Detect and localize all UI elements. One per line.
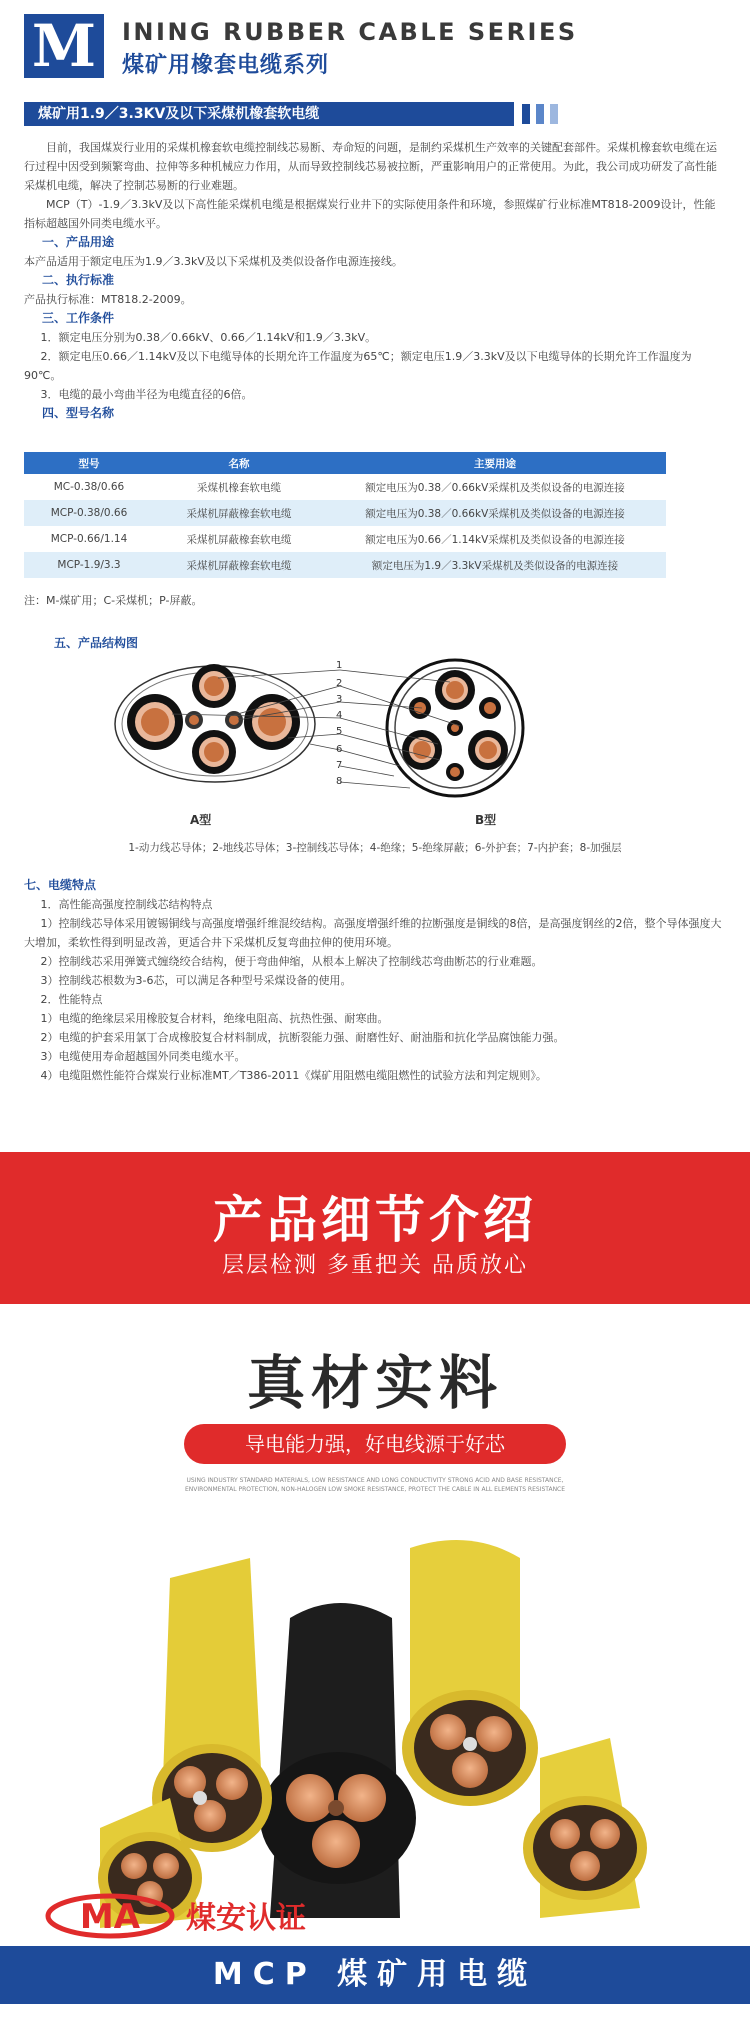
structure-title: 五、产品结构图 <box>54 636 139 650</box>
table-header-name: 名称 <box>154 452 324 474</box>
table-header-usage: 主要用途 <box>324 452 666 474</box>
features-title: 七、电缆特点 <box>24 878 97 892</box>
condition-item-1: 1．额定电压分别为0.38／0.66kV、0.66／1.14kV和1.9／3.3kV。 <box>40 331 377 344</box>
fine-print-line-1: USING INDUSTRY STANDARD MATERIALS, LOW RESISTANCE AND LONG CONDUCTIVITY STRONG ACID AND BASE RESISTANCE, <box>186 1477 564 1484</box>
feature-line: 3）控制线芯根数为3-6芯，可以满足各种型号采煤设备的使用。 <box>40 974 352 987</box>
decor-stripe-2 <box>536 104 544 124</box>
table-cell: 额定电压为1.9／3.3kV采煤机及类似设备的电源连接 <box>324 552 666 578</box>
banner-subtitle: 层层检测 多重把关 品质放心 <box>222 1253 528 1278</box>
cert-text: 煤安认证 <box>186 1901 306 1936</box>
table-note: 注：M-煤矿用；C-采煤机；P-屏蔽。 <box>24 594 203 607</box>
feature-line: 1）电缆的绝缘层采用橡胶复合材料，绝缘电阻高、抗热性强、耐寒曲。 <box>40 1012 389 1025</box>
table-row <box>24 500 666 526</box>
decor-stripe-3 <box>550 104 558 124</box>
type-a-label: A型 <box>190 813 212 827</box>
structure-label-4: 4 <box>336 710 343 721</box>
feature-line: 3）电缆使用寿命超越国外同类电缆水平。 <box>40 1050 246 1063</box>
structure-label-7: 7 <box>336 760 343 771</box>
structure-label-1: 1 <box>336 660 343 671</box>
material-title: 真材实料 <box>246 1349 503 1417</box>
intro-paragraph-2: MCP（T）-1.9／3.3kV及以下高性能采煤机电缆是根据煤炭行业井下的实际使用条件和环境，参照煤矿行业标准MT818-2009设计，性能指标超越国外同类电缆水平。 <box>24 198 716 230</box>
table-row <box>24 552 666 578</box>
table-cell: 采煤机屏蔽橡套软电缆 <box>154 552 324 578</box>
table-row <box>24 526 666 552</box>
table-cell: 额定电压为0.38／0.66kV采煤机及类似设备的电源连接 <box>324 500 666 526</box>
section-title-bar: 煤矿用1.9／3.3KV及以下采煤机橡套软电缆 <box>24 102 514 126</box>
feature-line: 2．性能特点 <box>40 993 103 1006</box>
table-cell: MC-0.38/0.66 <box>53 481 125 493</box>
cable-type-b <box>387 660 523 796</box>
condition-item-2: 2．额定电压0.66／1.14kV及以下电缆导体的长期允许工作温度为65℃；额定电压1.9／3.3kV及以下电缆导体的长期允许工作温度为90℃。 <box>24 350 692 382</box>
feature-line: 1）控制线芯导体采用镀锡铜线与高强度增强纤维混绞结构。高强度增强纤维的拉断强度是铜线的8倍，是高强度钢丝的2倍，整个导体强度大大增加，柔软性得到明显改善，更适合井下采煤机反复弯曲拉伸的使用环境。 <box>24 917 722 949</box>
section-conditions-title: 三、工作条件 <box>42 311 115 325</box>
table-header-model: 型号 <box>24 452 154 474</box>
structure-label-8: 8 <box>336 776 343 787</box>
structure-legend: 1-动力线芯导体；2-地线芯导体；3-控制线芯导体；4-绝缘；5-绝缘屏蔽；6-外护套；7-内护套；8-加强层 <box>128 842 622 854</box>
header-english-title: INING RUBBER CABLE SERIES <box>122 18 578 46</box>
cable-structure-diagram <box>110 656 650 846</box>
structure-label-5: 5 <box>336 726 343 737</box>
table-cell: MCP-1.9/3.3 <box>24 552 154 578</box>
type-b-label: B型 <box>475 813 497 827</box>
cable-type-a <box>115 664 315 782</box>
intro-block <box>24 138 726 423</box>
features-block <box>24 876 726 1085</box>
table-cell: 采煤机屏蔽橡套软电缆 <box>186 533 292 546</box>
model-table <box>24 452 666 578</box>
table-header-row <box>24 452 666 474</box>
structure-label-3: 3 <box>336 694 343 705</box>
material-pill: 导电能力强，好电线源于好芯 <box>184 1424 566 1464</box>
decor-stripe-1 <box>522 104 530 124</box>
table-cell: 额定电压为0.66／1.14kV采煤机及类似设备的电源连接 <box>365 533 625 546</box>
ma-certification-mark <box>40 1892 352 1940</box>
fine-print-line-2: ENVIRONMENTAL PROTECTION, NON-HALOGEN LOW SMOKE RESISTANCE, PROTECT THE CABLE IN ALL ELEMENTS RESISTANCE <box>184 1486 566 1493</box>
banner-title: 产品细节介绍 <box>213 1191 537 1249</box>
material-fine-print <box>0 1476 750 1494</box>
feature-line: 4）电缆阻燃性能符合煤炭行业标准MT／T386-2011《煤矿用阻燃电缆阻燃性的试验方法和判定规则》。 <box>40 1069 547 1082</box>
section-usage-text: 本产品适用于额定电压为1.9／3.3kV及以下采煤机及类似设备作电源连接线。 <box>24 255 403 268</box>
ma-letters: MA <box>79 1897 141 1937</box>
structure-label-6: 6 <box>336 744 343 755</box>
section-standard-text: 产品执行标准：MT818.2-2009。 <box>24 293 192 306</box>
detail-banner <box>0 1152 750 1304</box>
cable-product-photo <box>0 1498 750 1942</box>
table-cell: MCP-0.66/1.14 <box>50 533 128 545</box>
section-usage-title: 一、产品用途 <box>42 235 115 249</box>
table-row <box>24 474 666 500</box>
table-cell: 采煤机屏蔽橡套软电缆 <box>154 500 324 526</box>
intro-paragraph-1: 目前，我国煤炭行业用的采煤机橡套软电缆控制线芯易断、寿命短的问题，是制约采煤机生产效率的关键配套部件。采煤机橡套软电缆在运行过程中因受到频繁弯曲、拉伸等多种机械应力作用，从而导致控制线芯易被拉断，严重影响用户的正常使用。为此，我公司成功研发了高性能采煤机电缆，解决了控制芯易断的行业难题。 <box>24 141 717 192</box>
header-chinese-title: 煤矿用橡套电缆系列 <box>122 53 330 78</box>
product-footer-bar: MCP 煤矿用电缆 <box>0 1946 750 2004</box>
section-standard-title: 二、执行标准 <box>42 273 115 287</box>
table-cell: 采煤机橡套软电缆 <box>197 481 281 494</box>
condition-item-3: 3．电缆的最小弯曲半径为电缆直径的6倍。 <box>40 388 253 401</box>
feature-line: 2）电缆的护套采用氯丁合成橡胶复合材料制成，抗断裂能力强、耐磨性好、耐油脂和抗化学品腐蚀能力强。 <box>40 1031 565 1044</box>
table-cell: MCP-0.38/0.66 <box>24 500 154 526</box>
feature-line: 1．高性能高强度控制线芯结构特点 <box>40 898 213 911</box>
feature-line: 2）控制线芯采用弹簧式缠绕绞合结构，便于弯曲伸缩，从根本上解决了控制线芯弯曲断芯的行业难题。 <box>40 955 543 968</box>
structure-label-2: 2 <box>336 678 343 689</box>
section-models-title: 四、型号名称 <box>42 406 115 420</box>
brand-logo: M <box>24 14 104 78</box>
table-cell: 额定电压为0.38／0.66kV采煤机及类似设备的电源连接 <box>365 481 625 494</box>
header <box>0 0 750 100</box>
